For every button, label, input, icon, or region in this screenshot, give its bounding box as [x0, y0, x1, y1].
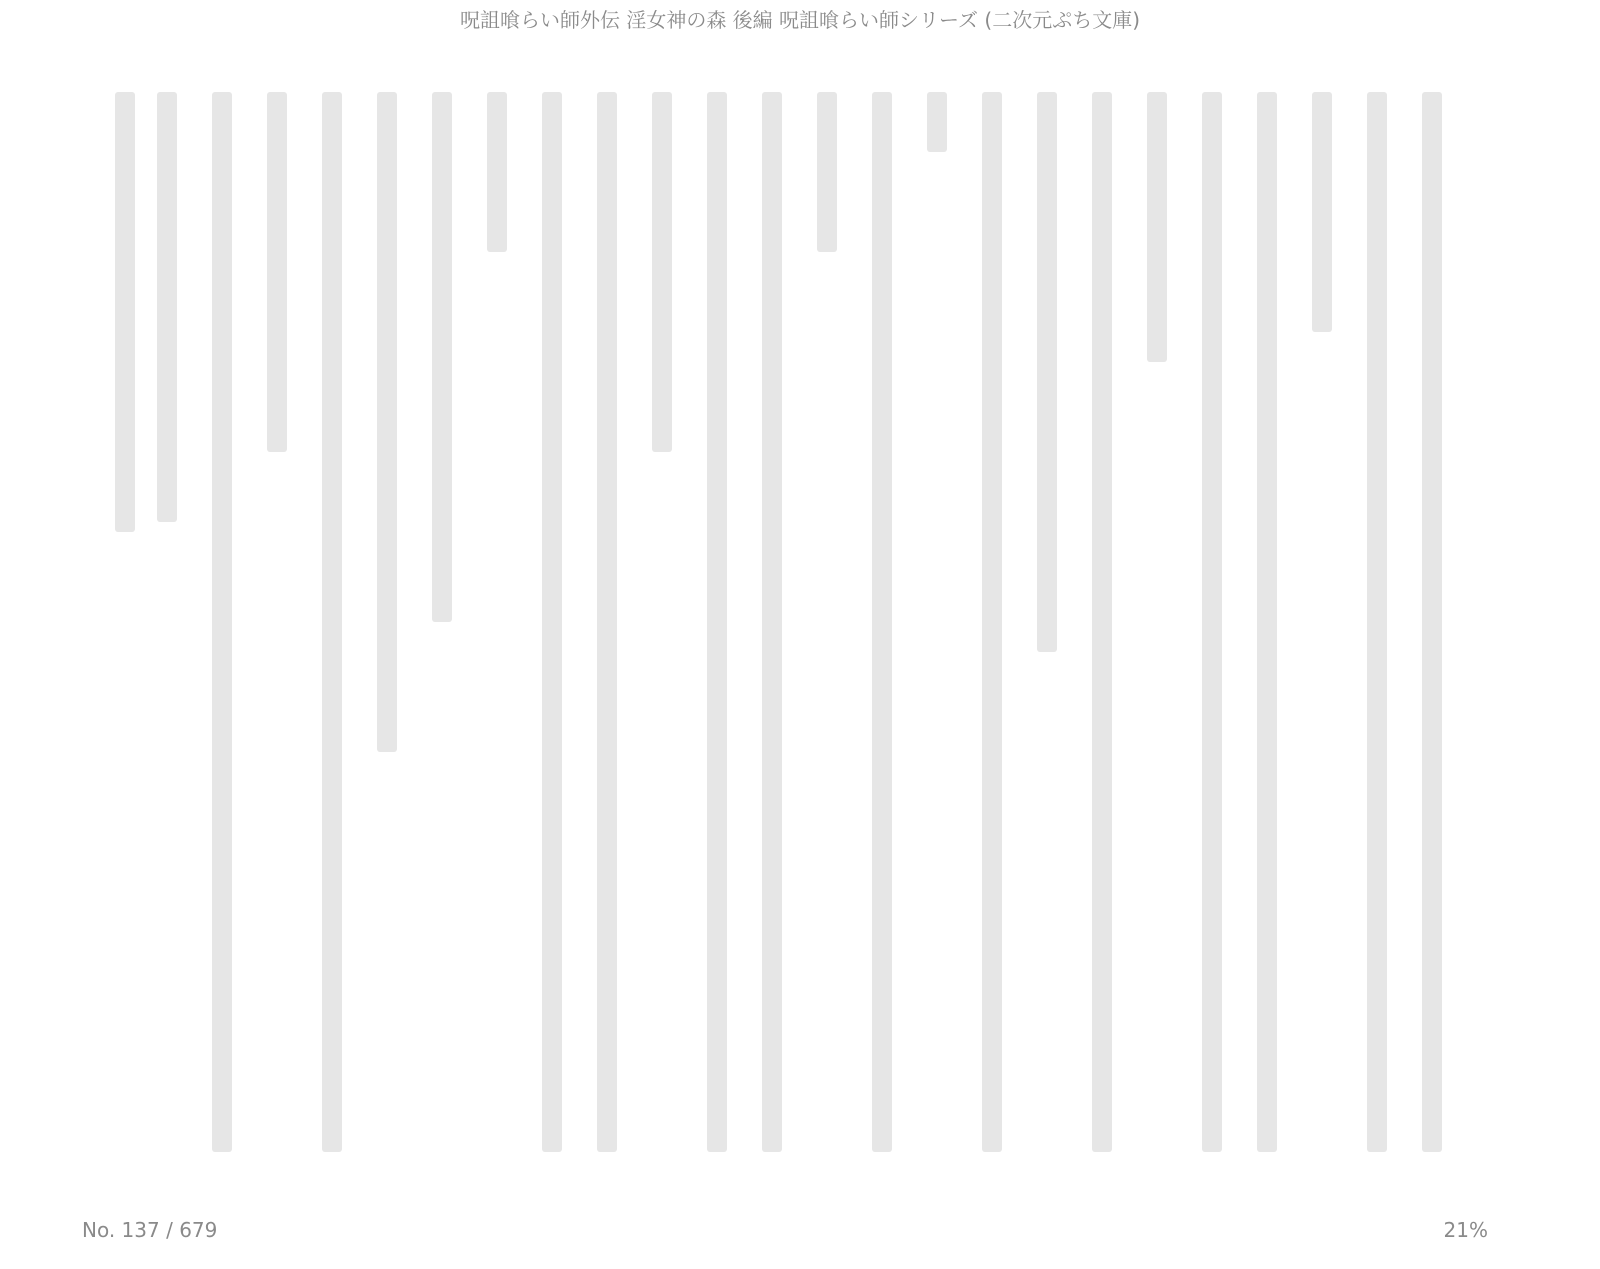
- text-column: [707, 92, 727, 1152]
- text-column: [982, 92, 1002, 1152]
- location-indicator: No. 137 / 679: [82, 1218, 218, 1242]
- text-column: [432, 92, 452, 622]
- text-column: [377, 92, 397, 752]
- text-column: [1312, 92, 1332, 332]
- text-column: [652, 92, 672, 452]
- progress-percent: 21%: [1443, 1218, 1488, 1242]
- text-column: [267, 92, 287, 452]
- text-column: [542, 92, 562, 1152]
- text-column: [597, 92, 617, 1152]
- text-column: [157, 92, 177, 522]
- text-column: [817, 92, 837, 252]
- text-column: [872, 92, 892, 1152]
- text-column: [115, 92, 135, 532]
- text-column: [1037, 92, 1057, 652]
- text-column: [1422, 92, 1442, 1152]
- text-column: [1147, 92, 1167, 362]
- page-body-vertical-text[interactable]: [110, 88, 1470, 1178]
- text-column: [927, 92, 947, 152]
- text-column: [487, 92, 507, 252]
- text-column: [762, 92, 782, 1152]
- text-column: [1202, 92, 1222, 1152]
- text-column: [1367, 92, 1387, 1152]
- text-column: [1092, 92, 1112, 1152]
- book-title: 呪詛喰らい師外伝 淫女神の森 後編 呪詛喰らい師シリーズ (二次元ぷち文庫): [459, 8, 1141, 32]
- text-column: [1257, 92, 1277, 1152]
- text-column: [212, 92, 232, 1152]
- text-column: [322, 92, 342, 1152]
